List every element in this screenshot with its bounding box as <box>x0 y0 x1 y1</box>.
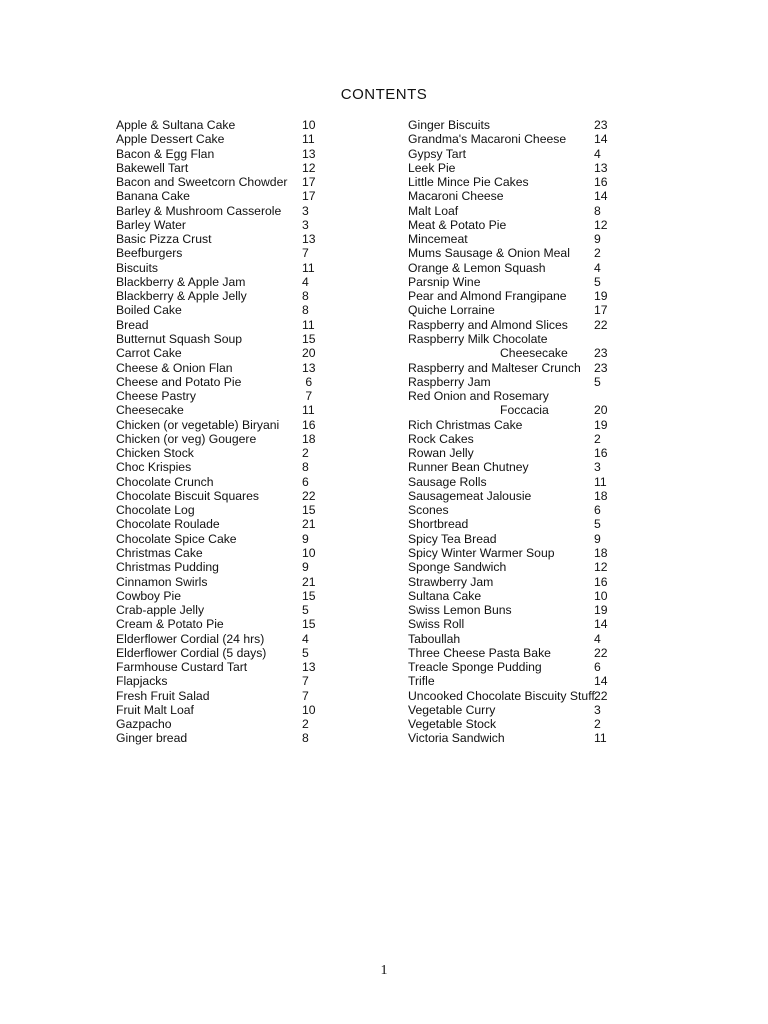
entry-title: Spicy Tea Bread <box>408 531 497 546</box>
contents-entry <box>408 603 618 617</box>
contents-entry <box>116 489 326 503</box>
contents-entry <box>408 232 618 246</box>
entry-page-number: 8 <box>302 289 309 304</box>
entry-title: Runner Bean Chutney <box>408 460 529 475</box>
entry-title: Beefburgers <box>116 246 183 261</box>
entry-page-number: 7 <box>302 688 309 703</box>
entry-page-number: 22 <box>594 645 608 660</box>
entry-page-number: 13 <box>302 232 316 247</box>
entry-page-number: 2 <box>302 717 309 732</box>
entry-page-number: 11 <box>594 474 607 489</box>
contents-entry <box>408 132 618 146</box>
contents-entry <box>116 432 326 446</box>
entry-page-number: 15 <box>302 503 316 518</box>
entry-page-number: 5 <box>594 274 601 289</box>
contents-entry <box>408 532 618 546</box>
entry-title: Rock Cakes <box>408 431 474 446</box>
entry-page-number: 15 <box>302 331 316 346</box>
entry-title: Blackberry & Apple Jam <box>116 274 246 289</box>
entry-title: Apple Dessert Cake <box>116 132 225 147</box>
entry-page-number: 11 <box>302 260 315 275</box>
contents-entry <box>116 218 326 232</box>
contents-entry <box>116 503 326 517</box>
contents-entry <box>408 446 618 460</box>
entry-title: Shortbread <box>408 517 469 532</box>
contents-entry <box>116 403 326 417</box>
entry-title: Elderflower Cordial (5 days) <box>116 645 267 660</box>
contents-entry <box>408 303 618 317</box>
entry-page-number: 8 <box>594 203 601 218</box>
entry-title: Ginger Biscuits <box>408 118 490 132</box>
contents-entry <box>408 517 618 531</box>
contents-entry <box>116 674 326 688</box>
entry-page-number: 13 <box>302 360 316 375</box>
entry-page-number: 7 <box>302 246 309 261</box>
entry-page-number: 10 <box>302 545 316 560</box>
contents-entry <box>116 232 326 246</box>
entry-page-number: 12 <box>594 560 608 575</box>
contents-entry <box>408 118 618 132</box>
entry-title: Biscuits <box>116 260 158 275</box>
contents-entry <box>116 603 326 617</box>
entry-page-number: 3 <box>302 203 309 218</box>
contents-entry <box>408 503 618 517</box>
entry-title: Macaroni Cheese <box>408 189 504 204</box>
contents-entry <box>408 646 618 660</box>
entry-title: Chicken (or veg) Gougere <box>116 431 257 446</box>
contents-entry <box>408 589 618 603</box>
entry-page-number: 13 <box>302 660 316 675</box>
entry-title: Crab-apple Jelly <box>116 603 205 618</box>
contents-entry <box>116 375 326 389</box>
entry-title: Chicken Stock <box>116 446 194 461</box>
entry-title: Bakewell Tart <box>116 160 189 175</box>
entry-title: Meat & Potato Pie <box>408 217 507 232</box>
entry-page-number: 4 <box>594 260 601 275</box>
entry-title: Blackberry & Apple Jelly <box>116 289 247 304</box>
contents-entry <box>116 361 326 375</box>
entry-title: Chicken (or vegetable) Biryani <box>116 417 280 432</box>
entry-title: Basic Pizza Crust <box>116 232 212 247</box>
contents-entry <box>116 703 326 717</box>
contents-entry <box>408 261 618 275</box>
contents-entry <box>408 346 618 360</box>
contents-entry <box>408 275 618 289</box>
contents-entry <box>408 432 618 446</box>
entry-page-number: 18 <box>302 431 316 446</box>
entry-page-number: 16 <box>594 446 608 461</box>
contents-entry <box>116 261 326 275</box>
entry-title: Swiss Lemon Buns <box>408 603 512 618</box>
contents-left-column <box>116 118 326 746</box>
page-number: 1 <box>380 963 388 978</box>
entry-title: Boiled Cake <box>116 303 182 318</box>
entry-page-number: 5 <box>594 517 601 532</box>
contents-entry <box>408 403 618 417</box>
entry-title: Flapjacks <box>116 674 168 689</box>
contents-entry <box>408 489 618 503</box>
contents-entry <box>116 717 326 731</box>
entry-page-number: 4 <box>594 146 601 161</box>
entry-page-number: 10 <box>302 702 316 717</box>
entry-title: Quiche Lorraine <box>408 303 495 318</box>
contents-entry <box>116 617 326 631</box>
entry-page-number: 5 <box>302 603 309 618</box>
entry-page-number: 15 <box>302 588 316 603</box>
entry-page-number: 7 <box>302 389 313 404</box>
entry-page-number: 2 <box>594 431 601 446</box>
contents-entry <box>408 617 618 631</box>
contents-entry <box>116 446 326 460</box>
entry-page-number: 23 <box>594 360 608 375</box>
entry-page-number: 16 <box>594 574 608 589</box>
entry-title: Bacon & Egg Flan <box>116 146 215 161</box>
contents-entry <box>116 147 326 161</box>
contents-entry <box>408 204 618 218</box>
contents-entry <box>408 689 618 703</box>
entry-title: Cowboy Pie <box>116 588 182 603</box>
entry-title: Fresh Fruit Salad <box>116 688 210 703</box>
entry-page-number: 23 <box>594 118 608 132</box>
entry-page-number: 21 <box>302 574 316 589</box>
entry-title: Chocolate Log <box>116 503 195 518</box>
contents-entry <box>116 660 326 674</box>
entry-title: Elderflower Cordial (24 hrs) <box>116 631 265 646</box>
entry-title: Christmas Pudding <box>116 560 219 575</box>
entry-title: Scones <box>408 503 449 518</box>
entry-page-number: 6 <box>594 503 601 518</box>
entry-title: Cheese and Potato Pie <box>116 374 242 389</box>
entry-page-number: 4 <box>302 631 309 646</box>
contents-entry <box>116 575 326 589</box>
entry-title: Cheesecake <box>116 403 184 418</box>
contents-right-column <box>408 118 618 746</box>
entry-page-number: 13 <box>594 160 608 175</box>
contents-entry <box>408 460 618 474</box>
entry-title: Bread <box>116 317 149 332</box>
entry-title: Leek Pie <box>408 160 456 175</box>
entry-page-number: 21 <box>302 517 316 532</box>
entry-title: Vegetable Curry <box>408 702 496 717</box>
entry-page-number: 3 <box>594 702 601 717</box>
entry-page-number: 12 <box>302 160 316 175</box>
entry-title: Little Mince Pie Cakes <box>408 175 529 190</box>
entry-page-number: 9 <box>594 232 601 247</box>
contents-entry <box>408 575 618 589</box>
contents-title: CONTENTS <box>340 86 428 103</box>
entry-page-number: 5 <box>302 645 309 660</box>
entry-title: Grandma's Macaroni Cheese <box>408 132 567 147</box>
contents-entry <box>408 475 618 489</box>
contents-entry <box>408 660 618 674</box>
entry-title: Cheese & Onion Flan <box>116 360 233 375</box>
entry-page-number: 2 <box>594 246 601 261</box>
entry-page-number: 4 <box>594 631 601 646</box>
entry-title: Strawberry Jam <box>408 574 494 589</box>
contents-entry <box>408 703 618 717</box>
contents-entry <box>408 161 618 175</box>
entry-title: Cream & Potato Pie <box>116 617 224 632</box>
entry-title: Rich Christmas Cake <box>408 417 523 432</box>
entry-page-number: 16 <box>302 417 316 432</box>
entry-title: Swiss Roll <box>408 617 465 632</box>
entry-page-number: 7 <box>302 674 309 689</box>
entry-page-number: 11 <box>302 132 315 147</box>
contents-entry <box>116 346 326 360</box>
entry-page-number: 6 <box>302 474 309 489</box>
entry-page-number: 15 <box>302 617 316 632</box>
contents-entry <box>408 546 618 560</box>
contents-entry <box>116 303 326 317</box>
entry-page-number: 10 <box>594 588 608 603</box>
contents-entry <box>116 460 326 474</box>
entry-page-number: 18 <box>594 488 608 503</box>
entry-title: Three Cheese Pasta Bake <box>408 645 551 660</box>
contents-entry <box>116 475 326 489</box>
entry-title: Orange & Lemon Squash <box>408 260 546 275</box>
entry-page-number: 20 <box>594 403 608 418</box>
entry-title: Raspberry Milk Chocolate <box>408 331 548 346</box>
contents-entry <box>116 132 326 146</box>
entry-page-number: 12 <box>594 217 608 232</box>
entry-page-number: 3 <box>594 460 601 475</box>
entry-title: Uncooked Chocolate Biscuity Stuff <box>408 688 595 703</box>
entry-title: Gazpacho <box>116 717 172 732</box>
contents-entry <box>408 717 618 731</box>
entry-title: Butternut Squash Soup <box>116 331 243 346</box>
entry-page-number: 6 <box>594 660 601 675</box>
entry-page-number: 3 <box>302 217 309 232</box>
contents-entry <box>116 418 326 432</box>
entry-title: Bacon and Sweetcorn Chowder <box>116 175 288 190</box>
entry-title: Rowan Jelly <box>408 446 474 461</box>
contents-entry <box>116 389 326 403</box>
entry-title: Sponge Sandwich <box>408 560 507 575</box>
entry-page-number: 17 <box>594 303 608 318</box>
contents-entry <box>408 560 618 574</box>
contents-entry <box>116 546 326 560</box>
entry-title: Ginger bread <box>116 731 188 746</box>
entry-page-number: 19 <box>594 289 608 304</box>
contents-entry <box>116 689 326 703</box>
contents-entry <box>116 204 326 218</box>
entry-title: Red Onion and Rosemary <box>408 389 549 404</box>
entry-title: Carrot Cake <box>116 346 182 361</box>
contents-entry <box>116 189 326 203</box>
contents-entry <box>116 246 326 260</box>
entry-title: Parsnip Wine <box>408 274 481 289</box>
entry-title: Foccacia <box>500 403 549 418</box>
entry-page-number: 18 <box>594 545 608 560</box>
entry-page-number: 6 <box>302 374 313 389</box>
entry-title: Farmhouse Custard Tart <box>116 660 248 675</box>
entry-title: Victoria Sandwich <box>408 731 505 746</box>
entry-page-number: 9 <box>594 531 601 546</box>
contents-entry <box>408 674 618 688</box>
entry-title: Sultana Cake <box>408 588 482 603</box>
contents-entry <box>408 632 618 646</box>
contents-entry <box>116 560 326 574</box>
entry-title: Chocolate Crunch <box>116 474 214 489</box>
entry-page-number: 14 <box>594 189 608 204</box>
entry-page-number: 19 <box>594 417 608 432</box>
entry-page-number: 2 <box>302 446 309 461</box>
entry-title: Raspberry and Malteser Crunch <box>408 360 581 375</box>
contents-entry <box>116 589 326 603</box>
entry-title: Pear and Almond Frangipane <box>408 289 567 304</box>
entry-page-number: 9 <box>302 560 309 575</box>
entry-title: Treacle Sponge Pudding <box>408 660 542 675</box>
contents-entry <box>408 189 618 203</box>
entry-title: Sausage Rolls <box>408 474 487 489</box>
contents-entry <box>116 118 326 132</box>
entry-title: Fruit Malt Loaf <box>116 702 194 717</box>
entry-title: Chocolate Roulade <box>116 517 220 532</box>
entry-page-number: 4 <box>302 274 309 289</box>
entry-page-number: 22 <box>594 317 608 332</box>
entry-page-number: 23 <box>594 346 608 361</box>
entry-page-number: 17 <box>302 175 316 190</box>
entry-title: Barley & Mushroom Casserole <box>116 203 282 218</box>
entry-page-number: 11 <box>594 731 607 746</box>
entry-title: Raspberry and Almond Slices <box>408 317 568 332</box>
entry-page-number: 8 <box>302 303 309 318</box>
entry-page-number: 10 <box>302 118 316 132</box>
entry-page-number: 22 <box>594 688 608 703</box>
entry-title: Cinnamon Swirls <box>116 574 208 589</box>
entry-title: Cheese Pastry <box>116 389 196 404</box>
entry-title: Gypsy Tart <box>408 146 467 161</box>
entry-page-number: 13 <box>302 146 316 161</box>
contents-entry <box>408 246 618 260</box>
contents-entry <box>408 289 618 303</box>
contents-entry <box>116 332 326 346</box>
entry-page-number: 11 <box>302 403 315 418</box>
entry-page-number: 11 <box>302 317 315 332</box>
entry-title: Cheesecake <box>500 346 568 361</box>
entry-title: Banana Cake <box>116 189 190 204</box>
entry-title: Taboullah <box>408 631 461 646</box>
contents-entry <box>408 318 618 332</box>
contents-entry <box>116 289 326 303</box>
entry-title: Sausagemeat Jalousie <box>408 488 532 503</box>
entry-page-number: 14 <box>594 132 608 147</box>
entry-title: Mums Sausage & Onion Meal <box>408 246 570 261</box>
entry-title: Vegetable Stock <box>408 717 497 732</box>
entry-page-number: 5 <box>594 374 601 389</box>
entry-title: Chocolate Spice Cake <box>116 531 237 546</box>
entry-title: Raspberry Jam <box>408 374 491 389</box>
entry-title: Barley Water <box>116 217 186 232</box>
entry-title: Spicy Winter Warmer Soup <box>408 545 555 560</box>
contents-entry <box>116 731 326 745</box>
contents-entry <box>116 161 326 175</box>
entry-title: Apple & Sultana Cake <box>116 118 236 132</box>
entry-page-number: 8 <box>302 460 309 475</box>
contents-entry <box>116 532 326 546</box>
entry-page-number: 19 <box>594 603 608 618</box>
entry-title: Christmas Cake <box>116 545 203 560</box>
contents-entry <box>408 332 618 346</box>
contents-entry <box>116 318 326 332</box>
entry-title: Chocolate Biscuit Squares <box>116 488 259 503</box>
contents-entry <box>116 175 326 189</box>
contents-entry <box>408 375 618 389</box>
contents-entry <box>116 632 326 646</box>
entry-title: Mincemeat <box>408 232 468 247</box>
entry-title: Trifle <box>408 674 435 689</box>
entry-page-number: 20 <box>302 346 316 361</box>
entry-page-number: 9 <box>302 531 309 546</box>
contents-entry <box>408 418 618 432</box>
entry-page-number: 16 <box>594 175 608 190</box>
contents-entry <box>116 275 326 289</box>
entry-page-number: 17 <box>302 189 316 204</box>
contents-entry <box>408 731 618 745</box>
entry-page-number: 14 <box>594 617 608 632</box>
entry-page-number: 8 <box>302 731 309 746</box>
contents-entry <box>116 517 326 531</box>
contents-entry <box>408 218 618 232</box>
entry-page-number: 14 <box>594 674 608 689</box>
entry-title: Malt Loaf <box>408 203 459 218</box>
contents-entry <box>408 361 618 375</box>
entry-page-number: 22 <box>302 488 316 503</box>
contents-entry <box>408 389 618 403</box>
contents-entry <box>116 646 326 660</box>
entry-title: Choc Krispies <box>116 460 192 475</box>
entry-page-number: 2 <box>594 717 601 732</box>
contents-entry <box>408 147 618 161</box>
contents-entry <box>408 175 618 189</box>
